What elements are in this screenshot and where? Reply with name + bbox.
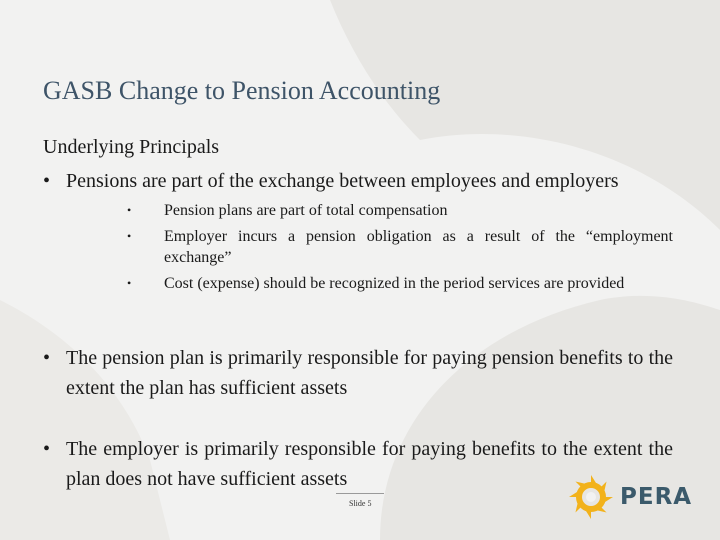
bullet-text: The pension plan is primarily responsible for paying pension benefits to the extent the plan has sufficient assets: [66, 347, 673, 399]
bullet-item-2: [43, 343, 673, 403]
sub-bullet-text: Pension plans are part of total compensation: [164, 202, 448, 219]
logo-text: PERA: [620, 484, 693, 510]
bullet-dot: •: [127, 229, 132, 243]
bullet-dot: •: [43, 347, 51, 369]
bullet-dot: •: [127, 203, 132, 217]
bullet-text: The employer is primarily responsible for paying benefits to the extent the plan does not have sufficient assets: [66, 438, 673, 490]
sub-bullet-list: [127, 200, 673, 299]
sub-bullet-text: Cost (expense) should be recognized in the period services are provided: [164, 275, 625, 292]
sub-bullet-text: Employer incurs a pension obligation as a result of the “employment exchange”: [164, 228, 673, 266]
sub-bullet-item: [127, 200, 673, 221]
bullet-dot: •: [127, 276, 132, 290]
bullet-dot: •: [43, 438, 51, 460]
sun-gear-icon: [568, 474, 614, 520]
sub-bullet-item: [127, 226, 673, 268]
bullet-text: Pensions are part of the exchange between employees and employers: [66, 170, 619, 192]
slide-number: Slide 5: [349, 499, 372, 508]
footer-divider: [336, 493, 384, 494]
subheading: Underlying Principals: [43, 136, 220, 158]
pera-logo: [568, 474, 692, 520]
sub-bullet-item: [127, 273, 673, 294]
slide-title: GASB Change to Pension Accounting: [43, 76, 441, 105]
bullet-dot: •: [43, 170, 51, 192]
